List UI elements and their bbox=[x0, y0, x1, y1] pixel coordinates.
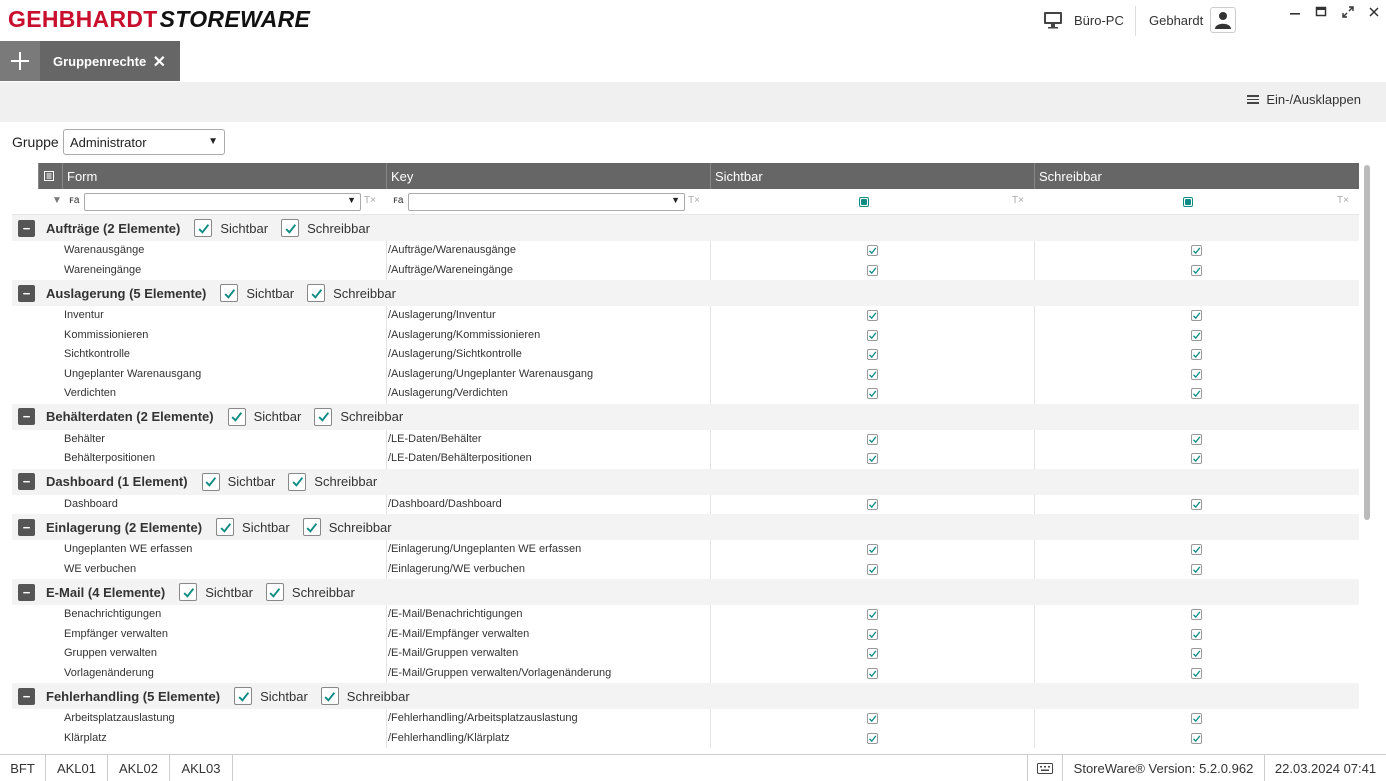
group-title: Behälterdaten (2 Elemente) bbox=[46, 409, 214, 424]
table-row[interactable] bbox=[12, 625, 1359, 645]
table-row[interactable] bbox=[12, 644, 1359, 664]
sichtbar-checkbox[interactable] bbox=[867, 564, 878, 575]
sichtbar-checkbox[interactable] bbox=[867, 369, 878, 380]
tab-label: Gruppenrechte bbox=[53, 53, 147, 69]
group-schreibbar-label: Schreibbar bbox=[333, 285, 396, 301]
datetime: 22.03.2024 07:41 bbox=[1274, 760, 1377, 776]
form-cell: Ungeplanten WE erfassen bbox=[64, 543, 193, 555]
key-cell: /Dashboard/Dashboard bbox=[388, 497, 502, 510]
form-cell: Ungeplanter Warenausgang bbox=[64, 367, 202, 380]
sichtbar-checkbox[interactable] bbox=[867, 668, 878, 679]
schreibbar-checkbox[interactable] bbox=[1191, 544, 1202, 555]
group-sichtbar-checkbox[interactable] bbox=[228, 408, 246, 426]
key-cell: /Aufträge/Wareneingänge bbox=[388, 263, 513, 276]
collapse-group-icon[interactable]: − bbox=[18, 285, 35, 302]
add-tab-button[interactable] bbox=[0, 41, 40, 81]
group-row bbox=[12, 215, 1359, 241]
filter-icon: ▼ bbox=[52, 195, 62, 206]
schreibbar-checkbox[interactable] bbox=[1191, 310, 1202, 321]
table-row[interactable] bbox=[12, 495, 1359, 515]
group-title: Fehlerhandling (5 Elemente) bbox=[46, 688, 221, 704]
sichtbar-checkbox[interactable] bbox=[867, 609, 878, 620]
form-cell: Inventur bbox=[64, 309, 104, 321]
table-row[interactable] bbox=[12, 430, 1359, 450]
form-cell: Klärplatz bbox=[64, 731, 107, 744]
key-cell: /Fehlerhandling/Arbeitsplatzauslastung bbox=[388, 712, 578, 724]
group-row bbox=[12, 579, 1359, 605]
form-cell: Kommissionieren bbox=[64, 328, 149, 341]
sichtbar-checkbox[interactable] bbox=[867, 453, 878, 464]
table-row[interactable] bbox=[12, 605, 1359, 625]
table-row[interactable] bbox=[12, 345, 1359, 365]
filter-row bbox=[12, 189, 1359, 215]
column-header-key[interactable]: Key bbox=[386, 163, 710, 189]
key-cell: /Fehlerhandling/Klärplatz bbox=[388, 731, 510, 744]
close-tab-icon[interactable]: ✕ bbox=[152, 54, 166, 71]
key-cell: /Einlagerung/WE verbuchen bbox=[388, 562, 525, 575]
group-sichtbar-checkbox[interactable] bbox=[179, 583, 197, 601]
group-schreibbar-label: Schreibbar bbox=[340, 409, 404, 424]
sichtbar-checkbox[interactable] bbox=[867, 648, 878, 659]
key-cell: /Auslagerung/Verdichten bbox=[388, 387, 508, 399]
collapse-group-icon[interactable]: − bbox=[18, 688, 35, 705]
table-row[interactable] bbox=[12, 326, 1359, 346]
group-row bbox=[12, 280, 1359, 306]
key-cell: /E-Mail/Gruppen verwalten bbox=[388, 647, 519, 659]
title-bar bbox=[0, 0, 1386, 41]
key-cell: /LE-Daten/Behälterpositionen bbox=[388, 452, 532, 464]
group-sichtbar-label: Sichtbar bbox=[205, 584, 253, 600]
sichtbar-checkbox[interactable] bbox=[867, 388, 878, 399]
fullscreen-icon[interactable] bbox=[1340, 4, 1356, 20]
group-row bbox=[12, 469, 1359, 495]
vertical-scrollbar[interactable] bbox=[1364, 165, 1370, 520]
form-cell: Dashboard bbox=[64, 497, 118, 510]
group-sichtbar-checkbox[interactable] bbox=[194, 219, 212, 237]
sichtbar-checkbox[interactable] bbox=[867, 349, 878, 360]
collapse-group-icon[interactable]: − bbox=[18, 473, 35, 490]
collapse-group-icon[interactable]: − bbox=[18, 584, 35, 601]
key-cell: /Auslagerung/Ungeplanter Warenausgang bbox=[388, 367, 594, 380]
clear-filter-icon[interactable]: T× bbox=[1337, 195, 1349, 206]
group-schreibbar-label: Schreibbar bbox=[346, 688, 410, 704]
form-cell: WE verbuchen bbox=[64, 562, 137, 575]
schreibbar-checkbox[interactable] bbox=[1191, 388, 1202, 399]
group-sichtbar-label: Sichtbar bbox=[220, 220, 269, 236]
form-cell: Behälter bbox=[64, 432, 105, 445]
sichtbar-checkbox[interactable] bbox=[867, 544, 878, 555]
clear-filter-icon[interactable]: T× bbox=[1012, 195, 1024, 206]
group-title: Auslagerung (5 Elemente) bbox=[46, 285, 207, 301]
group-label: Gruppe bbox=[12, 134, 59, 150]
group-schreibbar-checkbox[interactable] bbox=[307, 284, 325, 302]
grid-header bbox=[12, 163, 1359, 189]
user-icon bbox=[1210, 7, 1236, 33]
sichtbar-checkbox[interactable] bbox=[867, 499, 878, 510]
toolbar bbox=[0, 82, 1386, 122]
table-row[interactable] bbox=[12, 729, 1359, 749]
group-schreibbar-label: Schreibbar bbox=[314, 474, 378, 489]
key-filter-select[interactable]: ▼ bbox=[408, 193, 685, 211]
schreibbar-filter-checkbox[interactable] bbox=[1183, 197, 1193, 207]
logo bbox=[8, 6, 310, 33]
form-cell: Behälterpositionen bbox=[64, 452, 156, 464]
table-row[interactable] bbox=[12, 306, 1359, 326]
column-header-sichtbar[interactable]: Sichtbar bbox=[710, 163, 1034, 189]
sichtbar-checkbox[interactable] bbox=[867, 265, 878, 276]
status-item: AKL03 bbox=[170, 755, 233, 781]
maximize-icon[interactable] bbox=[1313, 4, 1329, 20]
group-schreibbar-checkbox[interactable] bbox=[303, 518, 321, 536]
clear-filter-icon[interactable]: T× bbox=[364, 195, 376, 206]
sichtbar-checkbox[interactable] bbox=[867, 245, 878, 256]
table-row[interactable] bbox=[12, 261, 1359, 281]
schreibbar-checkbox[interactable] bbox=[1191, 453, 1202, 464]
collapse-group-icon[interactable]: − bbox=[18, 519, 35, 536]
group-sichtbar-label: Sichtbar bbox=[253, 409, 302, 424]
schreibbar-checkbox[interactable] bbox=[1191, 713, 1202, 724]
table-row[interactable] bbox=[12, 449, 1359, 469]
tab-gruppenrechte[interactable] bbox=[40, 41, 180, 81]
group-sichtbar-checkbox[interactable] bbox=[202, 473, 220, 491]
table-row[interactable] bbox=[12, 365, 1359, 385]
status-item: BFT bbox=[0, 755, 46, 781]
column-header-form[interactable]: Form bbox=[62, 163, 386, 189]
group-schreibbar-checkbox[interactable] bbox=[281, 219, 299, 237]
collapse-group-icon[interactable]: − bbox=[18, 408, 35, 425]
plus-icon bbox=[10, 51, 30, 71]
key-cell: /Aufträge/Warenausgänge bbox=[388, 244, 517, 256]
group-schreibbar-checkbox[interactable] bbox=[321, 687, 339, 705]
keyboard-icon[interactable] bbox=[1027, 755, 1063, 781]
key-cell: /Auslagerung/Sichtkontrolle bbox=[388, 348, 522, 360]
table-row[interactable] bbox=[12, 664, 1359, 684]
group-row bbox=[12, 683, 1359, 709]
collapse-toggle-button[interactable] bbox=[1247, 92, 1361, 107]
table-row[interactable] bbox=[12, 560, 1359, 580]
group-sichtbar-checkbox[interactable] bbox=[234, 687, 252, 705]
group-title: Dashboard (1 Element) bbox=[46, 474, 188, 489]
schreibbar-checkbox[interactable] bbox=[1191, 349, 1202, 360]
computer-name: Büro-PC bbox=[1074, 12, 1124, 28]
schreibbar-checkbox[interactable] bbox=[1191, 245, 1202, 256]
key-cell: /Auslagerung/Kommissionieren bbox=[388, 328, 541, 341]
group-schreibbar-label: Schreibbar bbox=[291, 584, 355, 600]
form-cell: Verdichten bbox=[64, 387, 116, 399]
schreibbar-checkbox[interactable] bbox=[1191, 629, 1202, 640]
group-sichtbar-label: Sichtbar bbox=[242, 519, 290, 535]
sichtbar-checkbox[interactable] bbox=[867, 733, 878, 744]
group-sichtbar-checkbox[interactable] bbox=[220, 284, 238, 302]
key-cell: /E-Mail/Gruppen verwalten/Vorlagenänderung bbox=[388, 666, 612, 679]
form-cell: Arbeitsplatzauslastung bbox=[64, 712, 175, 724]
group-schreibbar-checkbox[interactable] bbox=[314, 408, 332, 426]
key-cell: /E-Mail/Benachrichtigungen bbox=[388, 608, 523, 620]
sichtbar-checkbox[interactable] bbox=[867, 330, 878, 341]
sichtbar-checkbox[interactable] bbox=[867, 434, 878, 445]
minimize-icon[interactable] bbox=[1287, 4, 1303, 20]
sichtbar-checkbox[interactable] bbox=[867, 310, 878, 321]
sichtbar-filter-checkbox[interactable] bbox=[859, 197, 869, 207]
logo-gebhardt: GEHBHARDT bbox=[8, 6, 158, 32]
group-select-value: Administrator bbox=[70, 134, 147, 150]
permissions-grid bbox=[12, 163, 1359, 753]
column-chooser-icon[interactable] bbox=[38, 163, 62, 189]
table-row[interactable] bbox=[12, 241, 1359, 261]
schreibbar-checkbox[interactable] bbox=[1191, 609, 1202, 620]
user-menu[interactable] bbox=[1149, 8, 1236, 32]
group-schreibbar-label: Schreibbar bbox=[307, 220, 370, 236]
form-cell: Gruppen verwalten bbox=[64, 647, 157, 659]
key-cell: /Auslagerung/Inventur bbox=[388, 309, 496, 321]
schreibbar-checkbox[interactable] bbox=[1191, 330, 1202, 341]
text-filter-icon: ꜰa bbox=[69, 195, 80, 206]
form-cell: Benachrichtigungen bbox=[64, 608, 162, 620]
collapse-label: Ein-/Ausklappen bbox=[1266, 92, 1361, 107]
table-row[interactable] bbox=[12, 540, 1359, 560]
schreibbar-checkbox[interactable] bbox=[1191, 648, 1202, 659]
schreibbar-checkbox[interactable] bbox=[1191, 499, 1202, 510]
schreibbar-checkbox[interactable] bbox=[1191, 434, 1202, 445]
group-title: Aufträge (2 Elemente) bbox=[46, 220, 181, 236]
user-name: Gebhardt bbox=[1149, 12, 1204, 28]
group-schreibbar-checkbox[interactable] bbox=[266, 583, 284, 601]
text-filter-icon: ꜰa bbox=[393, 195, 404, 206]
group-sichtbar-label: Sichtbar bbox=[227, 474, 276, 489]
status-bar bbox=[0, 754, 1386, 780]
form-cell: Sichtkontrolle bbox=[64, 348, 131, 360]
table-row[interactable] bbox=[12, 709, 1359, 729]
form-cell: Vorlagenänderung bbox=[64, 666, 154, 679]
group-sichtbar-label: Sichtbar bbox=[246, 285, 295, 301]
form-cell: Empfänger verwalten bbox=[64, 627, 168, 640]
group-select[interactable] bbox=[63, 129, 225, 155]
group-row bbox=[12, 404, 1359, 430]
group-sichtbar-label: Sichtbar bbox=[260, 688, 308, 704]
schreibbar-checkbox[interactable] bbox=[1191, 265, 1202, 276]
clear-filter-icon[interactable]: T× bbox=[688, 195, 700, 206]
computer-indicator[interactable] bbox=[1043, 8, 1124, 32]
status-item: AKL01 bbox=[46, 755, 108, 781]
key-cell: /LE-Daten/Behälter bbox=[388, 432, 482, 445]
group-title: Einlagerung (2 Elemente) bbox=[46, 519, 203, 535]
form-cell: Warenausgänge bbox=[64, 244, 145, 256]
group-title: E-Mail (4 Elemente) bbox=[46, 584, 166, 600]
schreibbar-checkbox[interactable] bbox=[1191, 369, 1202, 380]
monitor-icon bbox=[1043, 11, 1063, 29]
key-cell: /E-Mail/Empfänger verwalten bbox=[388, 627, 530, 640]
form-cell: Wareneingänge bbox=[64, 263, 142, 276]
version-info: StoreWare® Version: 5.2.0.962 bbox=[1063, 755, 1265, 781]
sichtbar-checkbox[interactable] bbox=[867, 713, 878, 724]
tab-bar bbox=[0, 41, 1386, 82]
collapse-group-icon[interactable]: − bbox=[18, 220, 35, 237]
sichtbar-checkbox[interactable] bbox=[867, 629, 878, 640]
schreibbar-checkbox[interactable] bbox=[1191, 668, 1202, 679]
close-window-icon[interactable] bbox=[1366, 4, 1382, 20]
chevron-down-icon: ▼ bbox=[208, 136, 218, 147]
schreibbar-checkbox[interactable] bbox=[1191, 733, 1202, 744]
column-header-schreibbar[interactable]: Schreibbar bbox=[1034, 163, 1359, 189]
logo-storeware: STOREWARE bbox=[159, 6, 311, 32]
form-filter-select[interactable]: ▼ bbox=[84, 193, 361, 211]
menu-icon bbox=[1247, 93, 1259, 106]
schreibbar-checkbox[interactable] bbox=[1191, 564, 1202, 575]
group-row bbox=[12, 514, 1359, 540]
header-divider bbox=[1135, 6, 1136, 36]
group-sichtbar-checkbox[interactable] bbox=[216, 518, 234, 536]
key-cell: /Einlagerung/Ungeplanten WE erfassen bbox=[388, 543, 582, 555]
group-schreibbar-checkbox[interactable] bbox=[288, 473, 306, 491]
table-row[interactable] bbox=[12, 384, 1359, 404]
status-item: AKL02 bbox=[108, 755, 170, 781]
group-schreibbar-label: Schreibbar bbox=[328, 519, 392, 535]
